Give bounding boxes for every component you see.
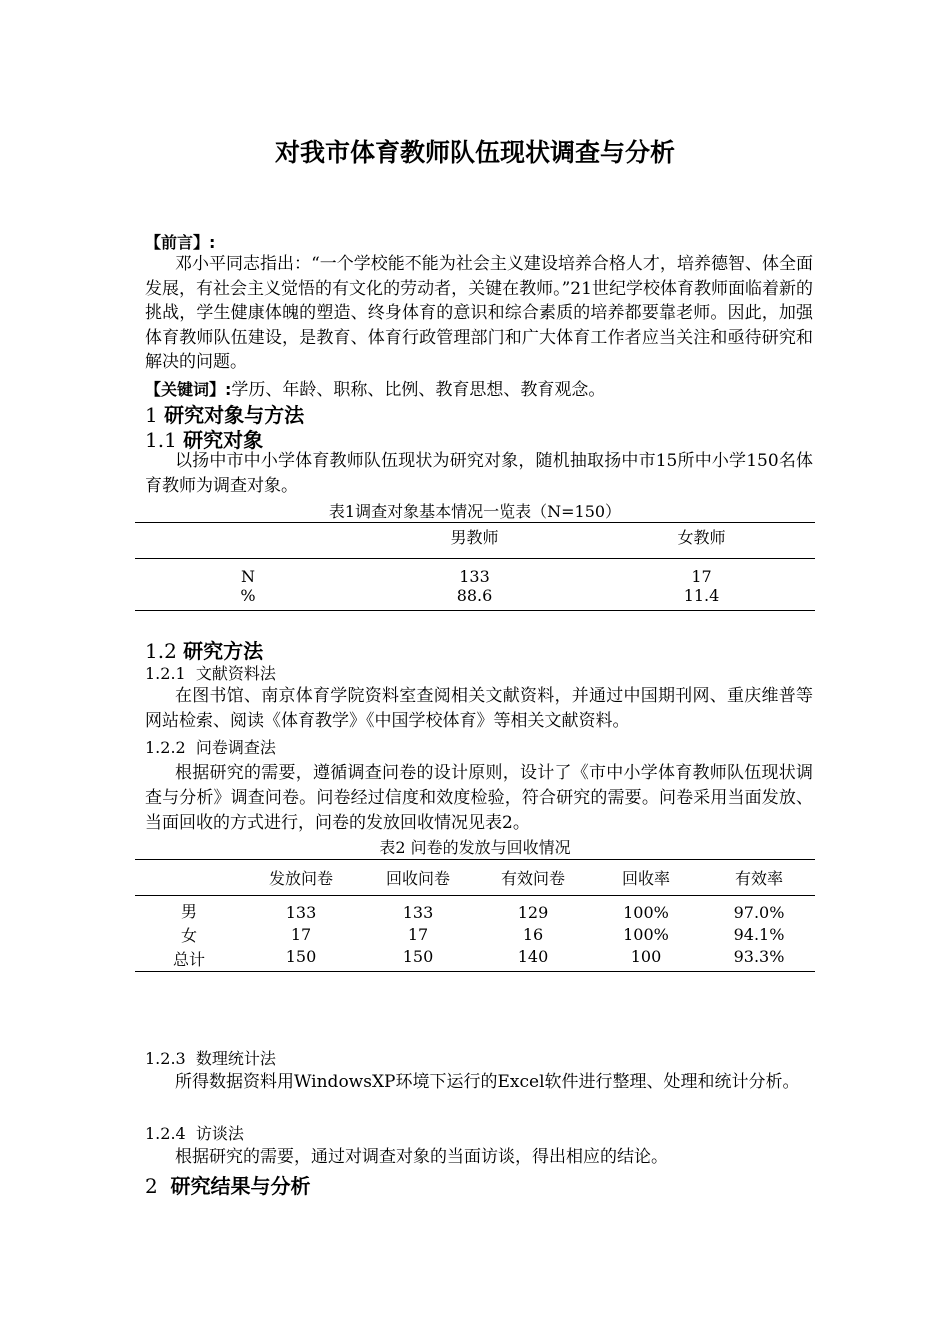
table-1-cell: 17	[691, 566, 712, 586]
keywords-label: 【关键词】:	[145, 380, 232, 399]
table-2-cell: 总计	[135, 947, 243, 972]
table-row	[135, 586, 815, 611]
table-2-header-cell: 有效率	[703, 860, 815, 896]
table-2-header-cell: 有效问卷	[477, 860, 589, 896]
table-2-cell: 17	[407, 924, 429, 944]
method-3-number: 1.2.3	[145, 1049, 186, 1068]
section-2-number: 2	[145, 1174, 158, 1198]
method-2-title: 问卷调查法	[195, 738, 276, 757]
table-1-cell: 88.6	[361, 586, 588, 611]
preface-label	[145, 230, 215, 253]
table-1-cell: 11.4	[588, 586, 815, 611]
table-2-cell: 97.0%	[733, 902, 785, 922]
method-1-paragraph: 在图书馆、南京体育学院资料室查阅相关文献资料，并通过中国期刊网、重庆维普等网站检索、阅读《体育教学》《中国学校体育》等相关文献资料。	[145, 686, 813, 731]
method-1-number: 1.2.1	[145, 664, 186, 683]
section-1-2-title: 研究方法	[183, 639, 264, 663]
table-2-cell: 100	[589, 947, 703, 972]
table-2-cell: 150	[243, 947, 359, 972]
method-4-paragraph: 根据研究的需要，通过对调查对象的当面访谈，得出相应的结论。	[175, 1147, 668, 1167]
table-2-cell: 129	[517, 902, 549, 922]
table-2-cell: 100%	[623, 902, 669, 922]
section-1-2-heading	[145, 635, 263, 664]
method-4-number: 1.2.4	[145, 1124, 186, 1143]
method-1-heading	[145, 661, 276, 684]
table-2-header-cell: 回收问卷	[359, 860, 477, 896]
method-3-paragraph: 所得数据资料用WindowsXP环境下运行的Excel软件进行整理、处理和统计分析。	[175, 1072, 800, 1092]
table-1-caption: 表1调查对象基本情况一览表（N=150）	[328, 502, 622, 521]
table-2	[135, 859, 815, 972]
section-2-heading	[145, 1170, 310, 1199]
table-1-header-cell	[135, 523, 361, 559]
table-2-cell: 100%	[623, 924, 669, 944]
table-2-caption: 表2 问卷的发放与回收情况	[379, 838, 571, 857]
method-4-title: 访谈法	[195, 1124, 244, 1143]
table-2-header-cell	[135, 860, 243, 896]
preface-label-text: 【前言】:	[145, 233, 216, 252]
table-1	[135, 522, 815, 611]
method-4-heading	[145, 1121, 244, 1144]
preface-paragraph: 邓小平同志指出：“一个学校能不能为社会主义建设培养合格人才，培养德智、体全面发展，有社会主义觉悟的有文化的劳动者，关键在教师。”21世纪学校体育教师面临着新的挑战，学生健康体魄的塑造、终身体育的意识和综合素质的培养都要靠老师。因此，加强体育教师队伍建设，是教育、体育行政管理部门和广大体育工作者应当关注和亟待研究和解决的问题。	[145, 254, 813, 372]
section-1-title: 研究对象与方法	[164, 403, 305, 427]
table-1-header-cell: 女教师	[588, 523, 815, 559]
method-1-title: 文献资料法	[195, 664, 276, 683]
page-title: 对我市体育教师队伍现状调查与分析	[274, 138, 675, 167]
section-1-1-title: 研究对象	[183, 428, 264, 452]
table-2-header-cell: 发放问卷	[243, 860, 359, 896]
table-1-header-cell: 男教师	[361, 523, 588, 559]
table-row	[135, 947, 815, 972]
section-1-2-number: 1.2	[145, 639, 177, 663]
method-2-paragraph: 根据研究的需要，遵循调查问卷的设计原则，设计了《市中小学体育教师队伍现状调查与分析》调查问卷。问卷经过信度和效度检验，符合研究的需要。问卷采用当面发放、当面回收的方式进行，问卷的发放回收情况见表2。	[145, 763, 813, 833]
section-2-title: 研究结果与分析	[170, 1174, 311, 1198]
table-2-cell: 150	[359, 947, 477, 972]
table-2-cell: 93.3%	[703, 947, 815, 972]
table-2-header-row	[135, 860, 815, 896]
table-2-cell: 133	[402, 902, 434, 922]
table-2-cell: 男	[180, 901, 197, 921]
keywords-text: 学历、年龄、职称、比例、教育思想、教育观念。	[231, 380, 606, 400]
table-2-cell: 140	[477, 947, 589, 972]
method-2-heading	[145, 735, 276, 758]
section-1-number: 1	[145, 403, 158, 427]
method-3-title: 数理统计法	[195, 1049, 276, 1068]
table-1-cell: %	[135, 586, 361, 611]
table-row	[135, 922, 815, 947]
table-2-cell: 17	[290, 924, 312, 944]
method-2-number: 1.2.2	[145, 738, 186, 757]
table-2-header-cell: 回收率	[589, 860, 703, 896]
table-2-cell: 94.1%	[733, 924, 785, 944]
table-1-cell: 133	[459, 566, 490, 586]
table-1-header-row	[135, 523, 815, 559]
research-object-paragraph: 以扬中市中小学体育教师队伍现状为研究对象，随机抽取扬中市15所中小学150名体育教师为调查对象。	[145, 451, 813, 496]
table-2-cell: 16	[522, 924, 544, 944]
section-1-1-number: 1.1	[145, 428, 177, 452]
table-row	[135, 896, 815, 922]
keywords-line	[145, 375, 605, 400]
method-3-heading	[145, 1046, 276, 1069]
table-row	[135, 559, 815, 586]
table-2-cell: 女	[180, 925, 197, 945]
table-2-cell: 133	[285, 902, 317, 922]
table-1-cell: N	[241, 566, 255, 586]
